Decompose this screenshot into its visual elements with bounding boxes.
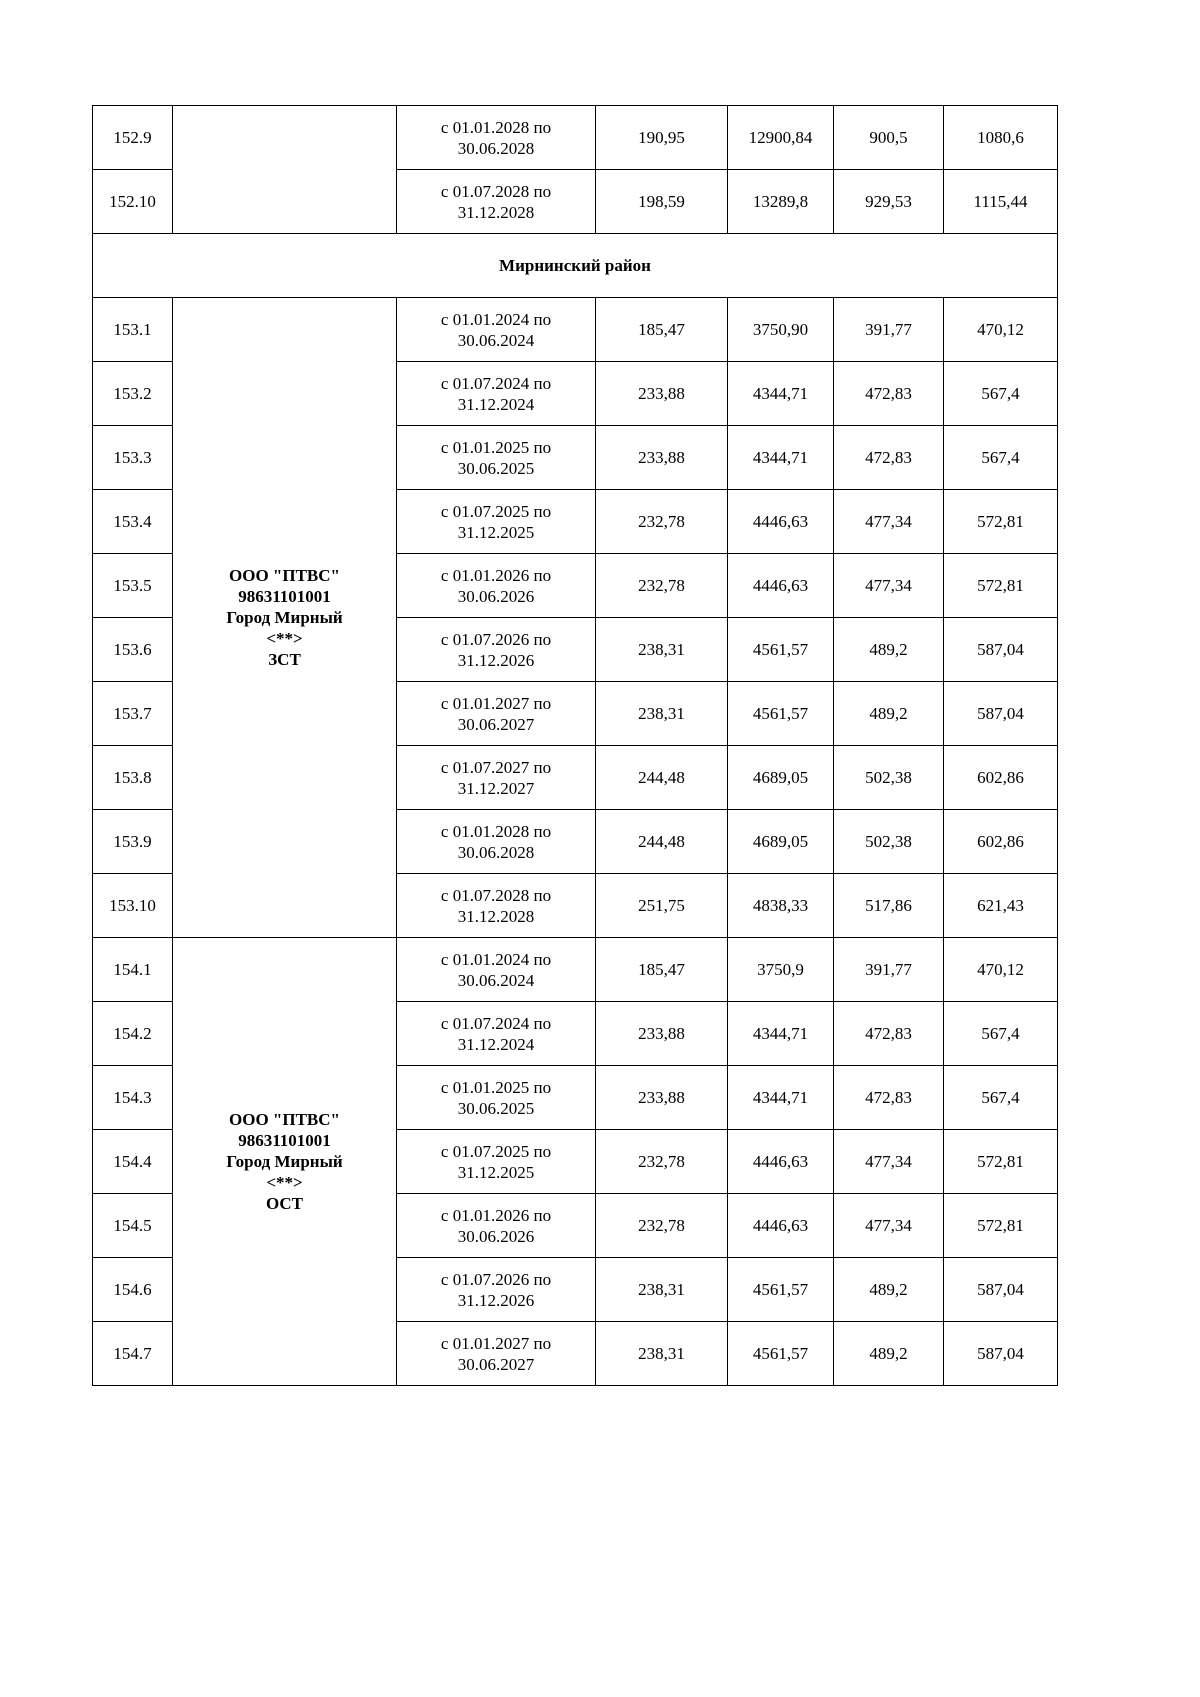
value-cell-1: 233,88 [596, 362, 728, 426]
period-start: с 01.01.2025 по [440, 437, 552, 457]
period-cell [397, 810, 596, 874]
value-cell-3: 489,2 [834, 618, 944, 682]
row-number-cell: 153.1 [93, 298, 173, 362]
value-cell-2: 4344,71 [728, 426, 834, 490]
org-code: 98631101001 [238, 1131, 331, 1150]
value-cell-2: 3750,9 [728, 938, 834, 1002]
period-end: 30.06.2026 [457, 1226, 535, 1246]
value-cell-1: 238,31 [596, 1322, 728, 1386]
period-end: 31.12.2028 [457, 906, 535, 926]
value-cell-4: 602,86 [944, 810, 1058, 874]
value-cell-2: 4344,71 [728, 362, 834, 426]
period-cell [397, 1066, 596, 1130]
org-city: Город Мирный [226, 1152, 343, 1171]
period-end: 30.06.2027 [457, 1354, 535, 1374]
row-number-cell: 154.2 [93, 1002, 173, 1066]
value-cell-4: 587,04 [944, 1258, 1058, 1322]
period-cell [397, 1322, 596, 1386]
section-row [93, 234, 1058, 298]
period-cell [397, 362, 596, 426]
period-cell [397, 682, 596, 746]
value-cell-2: 4689,05 [728, 746, 834, 810]
value-cell-4: 567,4 [944, 362, 1058, 426]
org-name: ООО "ПТВС" [229, 566, 340, 585]
period-cell [397, 1130, 596, 1194]
row-number-cell: 153.5 [93, 554, 173, 618]
period-end: 30.06.2025 [457, 1098, 535, 1118]
value-cell-3: 472,83 [834, 426, 944, 490]
period-cell [397, 938, 596, 1002]
period-cell [397, 1002, 596, 1066]
value-cell-2: 4344,71 [728, 1002, 834, 1066]
value-cell-3: 900,5 [834, 106, 944, 170]
period-cell [397, 1258, 596, 1322]
period-cell [397, 874, 596, 938]
value-cell-4: 572,81 [944, 1130, 1058, 1194]
value-cell-3: 502,38 [834, 810, 944, 874]
table-row [93, 298, 1058, 362]
value-cell-1: 232,78 [596, 554, 728, 618]
table-row [93, 106, 1058, 170]
period-cell [397, 170, 596, 234]
period-end: 31.12.2028 [457, 202, 535, 222]
value-cell-2: 4689,05 [728, 810, 834, 874]
period-start: с 01.07.2026 по [440, 629, 552, 649]
row-number-cell: 154.7 [93, 1322, 173, 1386]
row-number-cell: 152.9 [93, 106, 173, 170]
value-cell-1: 185,47 [596, 298, 728, 362]
row-number-cell: 154.1 [93, 938, 173, 1002]
period-cell [397, 490, 596, 554]
value-cell-3: 477,34 [834, 1194, 944, 1258]
row-number-cell: 153.7 [93, 682, 173, 746]
org-name: ООО "ПТВС" [229, 1110, 340, 1129]
value-cell-4: 470,12 [944, 938, 1058, 1002]
value-cell-1: 185,47 [596, 938, 728, 1002]
value-cell-1: 238,31 [596, 682, 728, 746]
period-cell [397, 298, 596, 362]
value-cell-2: 4561,57 [728, 1322, 834, 1386]
org-city: Город Мирный [226, 608, 343, 627]
period-start: с 01.07.2026 по [440, 1269, 552, 1289]
period-start: с 01.07.2025 по [440, 501, 552, 521]
value-cell-4: 572,81 [944, 1194, 1058, 1258]
period-end: 30.06.2024 [457, 970, 535, 990]
value-cell-2: 13289,8 [728, 170, 834, 234]
row-number-cell: 154.5 [93, 1194, 173, 1258]
period-cell [397, 426, 596, 490]
value-cell-4: 621,43 [944, 874, 1058, 938]
period-start: с 01.07.2024 по [440, 373, 552, 393]
table-row [93, 938, 1058, 1002]
period-start: с 01.01.2026 по [440, 1205, 552, 1225]
section-title: Мирнинский район [93, 234, 1058, 298]
value-cell-4: 567,4 [944, 1066, 1058, 1130]
period-end: 31.12.2026 [457, 1290, 535, 1310]
value-cell-1: 233,88 [596, 1066, 728, 1130]
period-start: с 01.01.2028 по [440, 821, 552, 841]
value-cell-2: 4561,57 [728, 682, 834, 746]
value-cell-3: 472,83 [834, 1066, 944, 1130]
period-end: 31.12.2025 [457, 1162, 535, 1182]
org-type: ОСТ [265, 1194, 304, 1213]
org-type: ЗСТ [268, 650, 301, 669]
value-cell-3: 489,2 [834, 1258, 944, 1322]
period-end: 30.06.2025 [457, 458, 535, 478]
period-cell [397, 746, 596, 810]
value-cell-2: 4838,33 [728, 874, 834, 938]
period-start: с 01.07.2027 по [440, 757, 552, 777]
value-cell-3: 477,34 [834, 490, 944, 554]
value-cell-4: 567,4 [944, 426, 1058, 490]
org-mark: <**> [266, 629, 303, 648]
period-start: с 01.01.2024 по [440, 949, 552, 969]
row-number-cell: 153.6 [93, 618, 173, 682]
row-number-cell: 153.4 [93, 490, 173, 554]
period-cell [397, 618, 596, 682]
period-start: с 01.01.2026 по [440, 565, 552, 585]
period-cell [397, 1194, 596, 1258]
value-cell-4: 1080,6 [944, 106, 1058, 170]
period-start: с 01.01.2025 по [440, 1077, 552, 1097]
value-cell-3: 472,83 [834, 1002, 944, 1066]
period-end: 31.12.2026 [457, 650, 535, 670]
value-cell-1: 198,59 [596, 170, 728, 234]
period-end: 30.06.2024 [457, 330, 535, 350]
row-number-cell: 154.3 [93, 1066, 173, 1130]
value-cell-2: 4446,63 [728, 1130, 834, 1194]
period-end: 31.12.2024 [457, 1034, 535, 1054]
tariff-table [92, 105, 1058, 1386]
row-number-cell: 154.4 [93, 1130, 173, 1194]
value-cell-4: 572,81 [944, 554, 1058, 618]
period-cell [397, 106, 596, 170]
value-cell-1: 244,48 [596, 810, 728, 874]
value-cell-4: 602,86 [944, 746, 1058, 810]
value-cell-1: 251,75 [596, 874, 728, 938]
row-number-cell: 152.10 [93, 170, 173, 234]
value-cell-4: 587,04 [944, 618, 1058, 682]
period-end: 30.06.2028 [457, 138, 535, 158]
period-end: 31.12.2025 [457, 522, 535, 542]
value-cell-4: 587,04 [944, 1322, 1058, 1386]
value-cell-3: 929,53 [834, 170, 944, 234]
value-cell-2: 4561,57 [728, 618, 834, 682]
value-cell-1: 238,31 [596, 618, 728, 682]
table-body [93, 106, 1058, 1386]
period-start: с 01.07.2028 по [440, 181, 552, 201]
row-number-cell: 153.3 [93, 426, 173, 490]
value-cell-2: 12900,84 [728, 106, 834, 170]
value-cell-3: 391,77 [834, 938, 944, 1002]
row-number-cell: 153.10 [93, 874, 173, 938]
value-cell-2: 4561,57 [728, 1258, 834, 1322]
value-cell-4: 567,4 [944, 1002, 1058, 1066]
value-cell-3: 391,77 [834, 298, 944, 362]
period-start: с 01.01.2027 по [440, 1333, 552, 1353]
period-start: с 01.01.2027 по [440, 693, 552, 713]
value-cell-2: 4446,63 [728, 490, 834, 554]
value-cell-1: 233,88 [596, 1002, 728, 1066]
value-cell-1: 233,88 [596, 426, 728, 490]
org-code: 98631101001 [238, 587, 331, 606]
period-start: с 01.07.2028 по [440, 885, 552, 905]
value-cell-1: 232,78 [596, 1194, 728, 1258]
value-cell-3: 517,86 [834, 874, 944, 938]
value-cell-3: 472,83 [834, 362, 944, 426]
value-cell-3: 502,38 [834, 746, 944, 810]
org-cell [173, 298, 397, 938]
org-cell-empty [173, 106, 397, 234]
value-cell-2: 4446,63 [728, 554, 834, 618]
period-cell [397, 554, 596, 618]
value-cell-1: 190,95 [596, 106, 728, 170]
org-mark: <**> [266, 1173, 303, 1192]
value-cell-4: 1115,44 [944, 170, 1058, 234]
value-cell-3: 489,2 [834, 682, 944, 746]
value-cell-2: 4446,63 [728, 1194, 834, 1258]
value-cell-2: 4344,71 [728, 1066, 834, 1130]
period-start: с 01.01.2028 по [440, 117, 552, 137]
value-cell-2: 3750,90 [728, 298, 834, 362]
value-cell-3: 489,2 [834, 1322, 944, 1386]
row-number-cell: 153.9 [93, 810, 173, 874]
period-end: 30.06.2028 [457, 842, 535, 862]
row-number-cell: 154.6 [93, 1258, 173, 1322]
period-end: 31.12.2027 [457, 778, 535, 798]
value-cell-3: 477,34 [834, 554, 944, 618]
value-cell-3: 477,34 [834, 1130, 944, 1194]
row-number-cell: 153.8 [93, 746, 173, 810]
period-end: 30.06.2027 [457, 714, 535, 734]
period-start: с 01.01.2024 по [440, 309, 552, 329]
period-start: с 01.07.2024 по [440, 1013, 552, 1033]
value-cell-4: 572,81 [944, 490, 1058, 554]
value-cell-1: 232,78 [596, 1130, 728, 1194]
period-end: 31.12.2024 [457, 394, 535, 414]
value-cell-1: 238,31 [596, 1258, 728, 1322]
value-cell-1: 244,48 [596, 746, 728, 810]
value-cell-1: 232,78 [596, 490, 728, 554]
value-cell-4: 587,04 [944, 682, 1058, 746]
value-cell-4: 470,12 [944, 298, 1058, 362]
org-cell [173, 938, 397, 1386]
row-number-cell: 153.2 [93, 362, 173, 426]
period-start: с 01.07.2025 по [440, 1141, 552, 1161]
period-end: 30.06.2026 [457, 586, 535, 606]
